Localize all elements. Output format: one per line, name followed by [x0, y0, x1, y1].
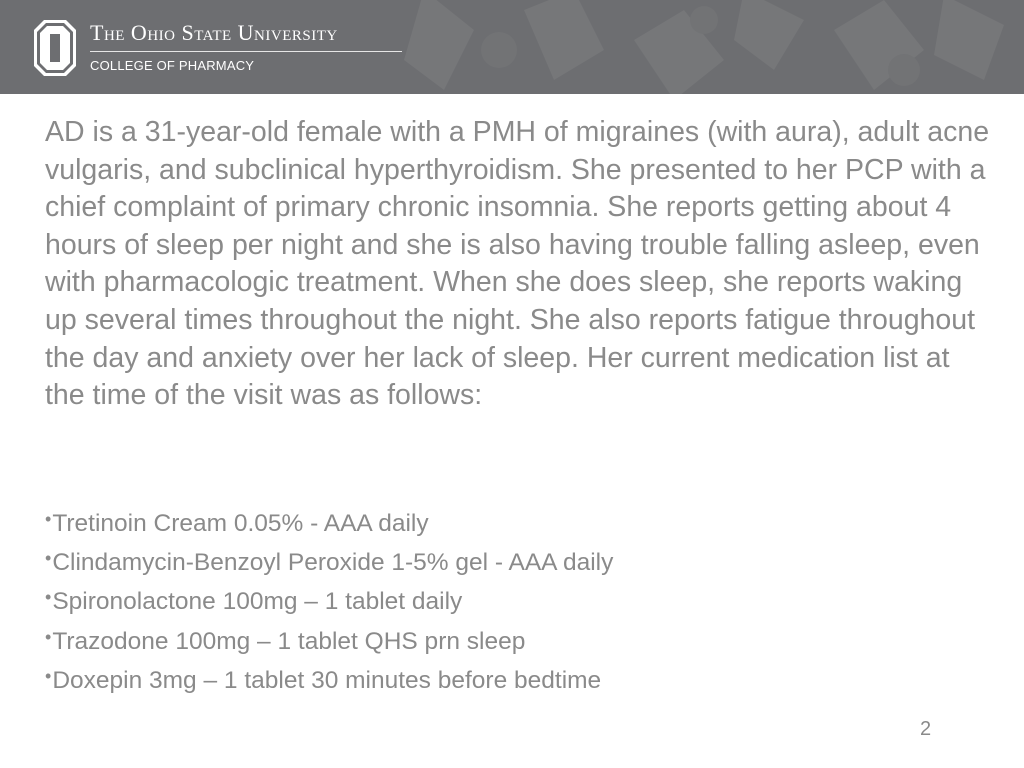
bullet-icon: •: [45, 626, 52, 647]
list-item: [45, 580, 945, 619]
bullet-icon: •: [45, 548, 52, 569]
medication-text: Trazodone 100mg – 1 tablet QHS prn sleep: [52, 627, 526, 655]
bullet-icon: •: [45, 665, 52, 686]
slide-header: [0, 0, 1024, 94]
header-pattern: [404, 0, 1024, 94]
medication-text: Clindamycin-Benzoyl Peroxide 1-5% gel - AAA daily: [52, 549, 614, 577]
block-o-logo-icon: [34, 20, 76, 76]
list-item: [45, 502, 945, 541]
medication-text: Tretinoin Cream 0.05% - AAA daily: [52, 510, 429, 537]
college-name: COLLEGE OF PHARMACY: [90, 58, 255, 73]
medication-text: Spironolactone 100mg – 1 tablet daily: [52, 588, 463, 616]
page-number: 2: [920, 718, 932, 740]
bullet-icon: •: [45, 509, 52, 529]
case-intro-text: AD is a 31-year-old female with a PMH of migraines (with aura), adult acne vulgaris, and subclinical hyperthyroidism. She presented to her PCP with a chief complaint of primary chronic insomnia. She reports getting about 4 hours of sleep per night and she is also having trouble falling asleep, even with pharmacologic treatment. When she does sleep, she reports waking up several times throughout the night. She also reports fatigue throughout the day and anxiety over her lack of sleep. Her current medication list at the time of the visit was as follows:: [45, 116, 990, 412]
medication-list: [45, 502, 945, 698]
medication-text: Doxepin 3mg – 1 tablet 30 minutes before bedtime: [52, 666, 602, 694]
list-item: [45, 620, 945, 659]
university-wordmark: [90, 20, 402, 73]
list-item: [45, 659, 945, 698]
bullet-icon: •: [45, 587, 52, 608]
university-name: The Ohio State University: [90, 20, 402, 52]
list-item: [45, 541, 945, 580]
